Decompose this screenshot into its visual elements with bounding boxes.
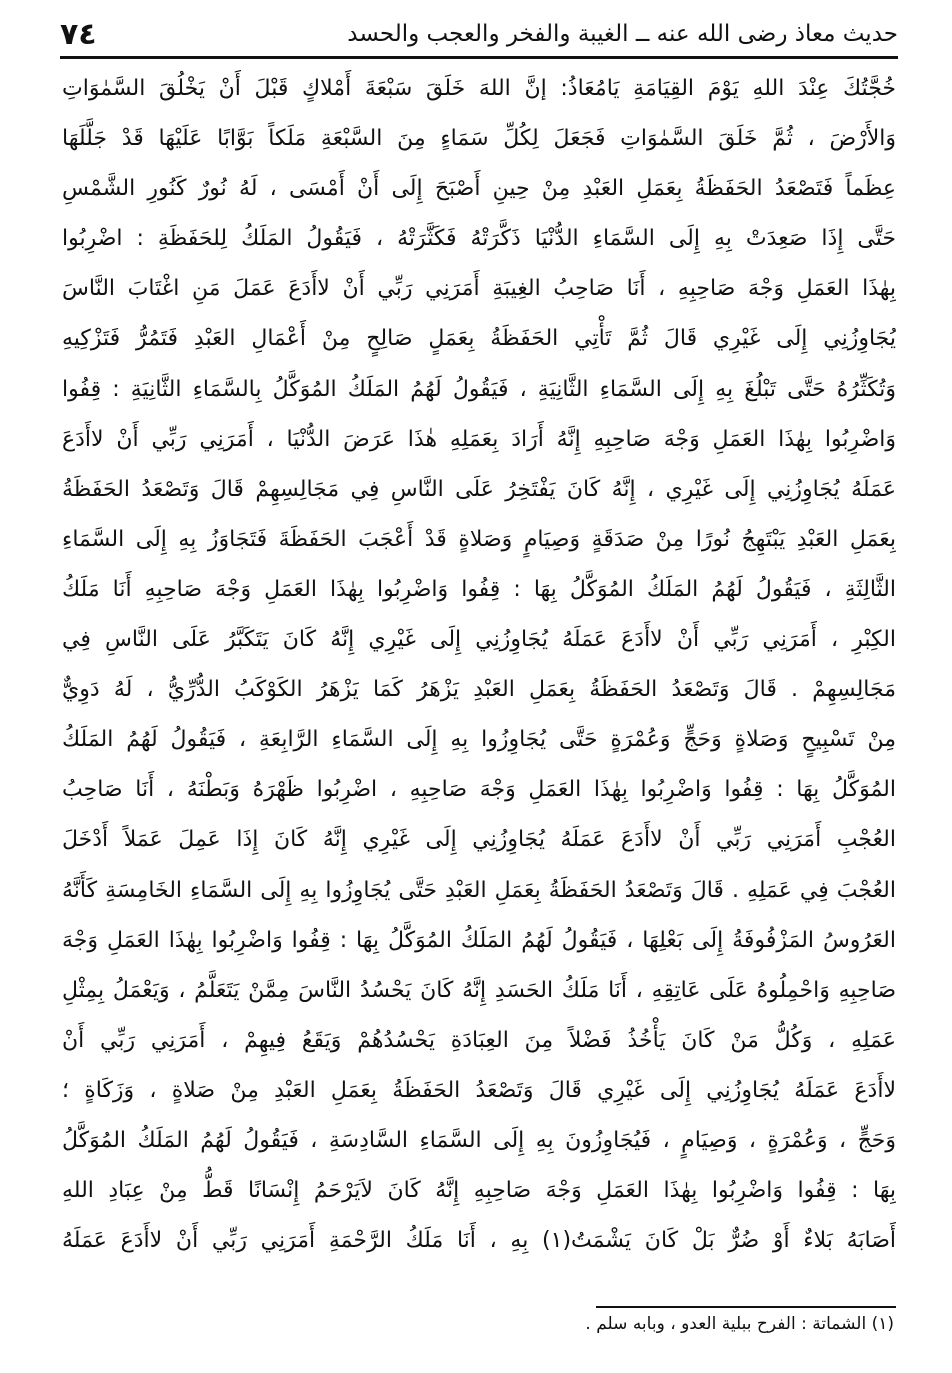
page-number: ٧٤ xyxy=(60,16,97,52)
text-line: وَحَجٍّ ، وَعُمْرَةٍ ، وَصِيَامٍ ، فَيُجَاوِزُونَ بِهِ إِلَى السَّمَاءِ السَّادِسَةِ ، فَيَقُولُ لَهُمُ المَلَكُ المُوَكَّلُ xyxy=(62,1127,896,1153)
text-line: العُجْبَ فِي عَمَلِهِ . قَالَ وَتَصْعَدُ الحَفَظَةُ بِعَمَلِ العَبْدِ حَتَّى يُجَاوِزُوا بِهِ إِلَى السَّمَاءِ الخَامِسَةِ كَأَنَّهُ xyxy=(62,877,896,903)
running-title: حديث معاذ رضى الله عنه ــ الغيبة والفخر والعجب والحسد xyxy=(347,21,898,47)
text-line: مَجَالِسِهِمْ . قَالَ وَتَصْعَدُ الحَفَظَةُ بِعَمَلِ العَبْدِ يَزْهَرُ كَمَا يَزْهَرُ الكَوْكَبُ الدُّرِّيُّ ، لَهُ دَوِيٌّ xyxy=(62,677,896,703)
text-line: عَمَلَهُ يُجَاوِزُنِي إِلَى غَيْرِي ، إِنَّهُ كَانَ يَفْتَخِرُ عَلَى النَّاسِ فِي مَجَالِسِهِمْ قَالَ وَتَصْعَدُ الحَفَظَةُ xyxy=(62,476,896,502)
text-line: عَمَلِهِ ، وَكُلُّ مَنْ كَانَ يَأْخُذُ فَضْلاً مِنَ العِبَادَةِ يَحْسُدُهُمْ وَيَقَعُ فِيهِمْ ، أَمَرَنِي رَبِّي أَنْ xyxy=(62,1027,896,1053)
text-line: العَرُوسُ المَزْفُوفَةُ إِلَى بَعْلِهَا ، فَيَقُولُ لَهُمُ المَلَكُ المُوَكَّلُ بِهَا : قِفُوا وَاضْرِبُوا بِهٰذَا العَمَلِ وَجْهَ xyxy=(62,927,896,953)
text-line: وَالأَرْضَ ، ثُمَّ خَلَقَ السَّمٰوَاتِ فَجَعَلَ لِكُلِّ سَمَاءٍ مِنَ السَّبْعَةِ مَلَكاً بَوَّابًا عَلَيْهَا قَدْ جَلَّلَهَا xyxy=(62,126,896,152)
text-line: المُوَكَّلُ بِهَا : قِفُوا وَاضْرِبُوا بِهٰذَا العَمَلِ وَجْهَ صَاحِبِهِ ، اضْرِبُوا ظَهْرَهُ وَبَطْنَهُ ، أَنَا صَاحِبُ xyxy=(62,777,896,803)
text-line: الثَّالِثَةِ ، فَيَقُولُ لَهُمُ المَلَكُ المُوَكَّلُ بِهَا : قِفُوا وَاضْرِبُوا بِهٰذَا العَمَلِ وَجْهَ صَاحِبِهِ أَنَا مَلَكُ xyxy=(62,576,896,602)
footnote: (١) الشماتة : الفرح ببلية العدو ، وبابه سلم . xyxy=(585,1314,894,1334)
footnote-rule xyxy=(596,1306,896,1308)
text-line: بِهٰذَا العَمَلِ وَجْهَ صَاحِبِهِ ، أَنَا صَاحِبُ الغِيبَةِ أَمَرَنِي رَبِّي أَنْ لاأَدَعَ عَمَلَ مَنِ اغْتَابَ النَّاسَ xyxy=(62,276,896,302)
text-line: عِظَماً فَتَصْعَدُ الحَفَظَةُ بِعَمَلِ العَبْدِ مِنْ حِينِ أَصْبَحَ إِلَى أَنْ أَمْسَى ، لَهُ نُورٌ كَنُورِ الشَّمْسِ xyxy=(62,176,896,202)
text-line: بِهَا : قِفُوا وَاضْرِبُوا بِهٰذَا العَمَلِ وَجْهَ صَاحِبِهِ إِنَّهُ كَانَ لاَيَرْحَمُ إِنْسَانًا قَطُّ مِنْ عِبَادِ اللهِ xyxy=(62,1178,896,1204)
text-line: بِعَمَلِ العَبْدِ يَبْتَهِجُ نُورًا مِنْ صَدَقَةٍ وَصِيَامٍ وَصَلاةٍ قَدْ أَعْجَبَ الحَفَظَةَ فَتَجَاوَزُ بِهِ إِلَى السَّمَاءِ xyxy=(62,526,896,552)
text-line: وَاضْرِبُوا بِهٰذَا العَمَلِ وَجْهَ صَاحِبِهِ إِنَّهُ أَرَادَ بِعَمَلِهِ هٰذَا عَرَضَ الدُّنْيَا ، أَمَرَنِي رَبِّي أَنْ لاأَدَعَ xyxy=(62,426,896,452)
text-line: العُجْبِ أَمَرَنِي رَبِّي أَنْ لاأَدَعَ عَمَلَهُ يُجَاوِزُنِي إِلَى غَيْرِي إِنَّهُ كَانَ إِذَا عَمِلَ عَمَلاً أَدْخَلَ xyxy=(62,827,896,853)
text-line: وَتُكَثِّرُهُ حَتَّى تَبْلُغَ بِهِ إِلَى السَّمَاءِ الثَّانِيَةِ ، فَيَقُولُ لَهُمُ المَلَكُ المُوَكَّلُ بِالسَّمَاءِ الثَّانِيَةِ : قِفُوا xyxy=(62,376,896,402)
text-line: صَاحِبِهِ وَاحْمِلُوهُ عَلَى عَاتِقِهِ ، أَنَا مَلَكُ الحَسَدِ إِنَّهُ كَانَ يَحْسُدُ النَّاسَ مِمَّنْ يَتَعَلَّمُ ، وَيَعْمَلُ بِمِثْلِ xyxy=(62,977,896,1003)
text-line: أَصَابَهُ بَلاءٌ أَوْ ضُرٌّ بَلْ كَانَ يَشْمَتُ(١) بِهِ ، أَنَا مَلَكُ الرَّحْمَةِ أَمَرَنِي رَبِّي أَنْ لاأَدَعَ عَمَلَهُ xyxy=(62,1228,896,1254)
text-line: لاأَدَعَ عَمَلَهُ يُجَاوِزُنِي إِلَى غَيْرِي قَالَ وَتَصْعَدُ الحَفَظَةُ بِعَمَلِ العَبْدِ مِنْ صَلاةٍ ، وَزَكَاةٍ ؛ xyxy=(62,1077,896,1103)
text-line: الكِبْرِ ، أَمَرَنِي رَبِّي أَنْ لاأَدَعَ عَمَلَهُ يُجَاوِزُنِي إِلَى غَيْرِي إِنَّهُ كَانَ يَتَكَبَّرُ عَلَى النَّاسِ فِي xyxy=(62,627,896,653)
text-line: يُجَاوِزُنِي إِلَى غَيْرِي قَالَ ثُمَّ تَأْتِي الحَفَظَةُ بِعَمَلٍ صَالِحٍ مِنْ أَعْمَالِ العَبْدِ فَتَمُرُّ فَتَزْكِيهِ xyxy=(62,326,896,352)
page-header xyxy=(60,14,898,54)
body-text xyxy=(62,64,896,1266)
text-line: حَتَّى إِذَا صَعِدَتْ بِهِ إِلَى السَّمَاءِ الدُّنْيَا ذَكَّرَتْهُ فَكَثَّرَتْهُ ، فَيَقُولُ المَلَكُ لِلحَفَظَةِ : اضْرِبُوا xyxy=(62,226,896,252)
text-line: مِنْ تَسْبِيحٍ وَصَلاةٍ وَحَجٍّ وَعُمْرَةٍ حَتَّى يُجَاوِزُوا بِهِ إِلَى السَّمَاءِ الرَّابِعَةِ ، فَيَقُولُ لَهُمُ المَلَكُ xyxy=(62,727,896,753)
header-rule xyxy=(60,56,898,59)
text-line: خُجَّتُكَ عِنْدَ اللهِ يَوْمَ القِيَامَةِ يَامُعَاذُ: إنَّ اللهَ خَلَقَ سَبْعَةَ أَمْلاكٍ قَبْلَ أَنْ يَخْلُقَ السَّمٰوَاتِ xyxy=(62,76,896,101)
